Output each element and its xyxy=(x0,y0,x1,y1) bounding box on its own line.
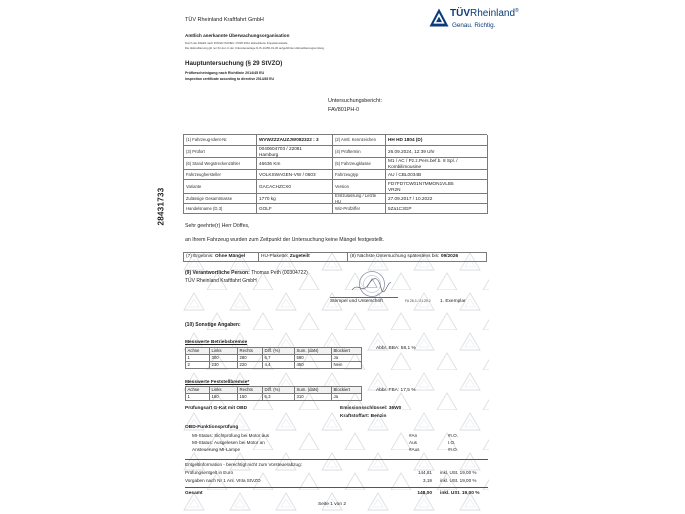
brand-bold: TÜV xyxy=(450,8,470,19)
vehicle-data-table xyxy=(183,134,487,214)
result-label: (7) Ergebnis: xyxy=(186,253,214,259)
table-cell: 450 xyxy=(295,362,332,369)
margin-document-number: 28431733 xyxy=(156,187,166,225)
obd-row-value: Aus xyxy=(409,439,417,445)
manufacturer-label: Fahrzeughersteller xyxy=(184,170,257,180)
form-code: FA 28.3 / 21.29.2 xyxy=(405,299,431,303)
fees-title: Entgeltinformation - berechtigt nicht zum Vorsteuerabzug: xyxy=(185,461,302,467)
inspection-location-label: (3) Prüfort xyxy=(184,146,257,158)
version-label: Version xyxy=(333,180,386,194)
table-header-cell: Diff. (%) xyxy=(263,387,295,394)
table-cell: 2 xyxy=(186,362,210,369)
brand-tagline: Genau. Richtig. xyxy=(452,21,496,29)
emission-key: Emissionsschlüssel: 36W0 xyxy=(340,405,402,411)
table-cell: Ja xyxy=(332,355,362,362)
responsible-name: Thomas Peth (00304722) xyxy=(251,269,308,276)
vehicle-id-label: (1) Fahrzeug-Ident-Nr. xyxy=(184,135,257,146)
fee-item-amount: 144,81 xyxy=(417,469,432,475)
odometer-value: 46636 Km xyxy=(257,158,333,170)
trade-name-label: Handelsname (D.3) xyxy=(184,204,257,214)
page-number: Seite 1 von 2 xyxy=(318,501,347,507)
result-bar xyxy=(183,252,487,262)
table-cell: 300 xyxy=(210,355,238,362)
manufacturer-value: VOLKSWAGEN-VW / 0603 xyxy=(257,170,333,180)
service-brake-title: Messwerte Betriebsbremse xyxy=(185,339,248,345)
check-digit-value: 5Za1C3GP xyxy=(386,204,488,214)
document-subtitle-de: Prüfbescheinigung nach Richtlinie 2014/45 EU xyxy=(185,71,265,75)
result-value: Ohne Mängel xyxy=(214,253,246,259)
obd-row-result: #I.O. xyxy=(448,432,458,438)
parking-brake-table xyxy=(185,386,362,401)
fee-total-label: Gesamt xyxy=(185,490,203,496)
odometer-label: (6) Stand Wegstreckenzähler xyxy=(184,158,257,170)
table-cell: 310 xyxy=(295,394,332,401)
fee-total-tax: inkl. USt. 19,00 % xyxy=(440,490,480,496)
inspection-date-value: 26.09.2024, 12:39 Uhr xyxy=(386,146,488,158)
inspection-location-cell xyxy=(257,146,333,158)
gross-weight-label: Zulässige Gesamtmasse xyxy=(184,194,257,204)
table-cell: Nein xyxy=(332,362,362,369)
table-header-cell: Achse xyxy=(186,387,210,394)
fee-item-amount: 3,19 xyxy=(423,477,432,483)
version-cell xyxy=(386,180,488,194)
document-subtitle-en: Inspection certificate according to directive 2014/45 EU xyxy=(185,77,274,81)
fee-item-tax: inkl. USt. 19,00 % xyxy=(440,477,477,483)
accreditation-line-2: Die Akkreditierung gilt nur für den in der Urkundenanlage D-IS-11150-01-00 aufgeführten Akkreditierungsumfang. xyxy=(185,45,325,50)
vehicle-class-label: (5) Fahrzeugklasse xyxy=(333,158,386,170)
letter-body: an Ihrem Fahrzeug wurden zum Zeitpunkt der Untersuchung keine Mängel festgestellt. xyxy=(185,236,384,243)
other-info-title: (10) Sonstige Angaben: xyxy=(185,321,241,328)
next-inspection-label: (8) Nächste Untersuchung spätestens bis: xyxy=(350,253,440,259)
table-header-cell: Blockiert xyxy=(332,348,362,355)
organization-title: Amtlich anerkannte Überwachungsorganisation xyxy=(185,32,290,38)
service-brake-table xyxy=(185,347,362,369)
document-title: Hauptuntersuchung (§ 29 StVZO) xyxy=(185,59,283,67)
inspection-date-label: (4) Prüftermin xyxy=(333,146,386,158)
check-digit-label: Wiz-Prüfziffer xyxy=(333,204,386,214)
responsible-company: TÜV Rheinland Kraftfahrt GmbH xyxy=(185,277,257,284)
issuer-company: TÜV Rheinland Kraftfahrt GmbH xyxy=(185,17,264,23)
brand-regular: Rheinland xyxy=(470,8,516,19)
fuel-type: Kraftstoffart: Benzin xyxy=(340,413,387,419)
table-cell: 220 xyxy=(238,362,263,369)
fee-item-label: Prüfungsentgelt in Euro xyxy=(185,469,234,475)
table-header-cell: Links xyxy=(210,348,238,355)
table-cell: 230 xyxy=(210,362,238,369)
table-cell: 1 xyxy=(186,394,210,401)
obd-row-result: #I.O. xyxy=(448,446,458,452)
license-plate-value: HH HD 1804 (D) xyxy=(386,135,488,146)
sticker-value: Zugeteilt xyxy=(289,253,310,259)
divider xyxy=(185,459,488,460)
table-header-cell: Links xyxy=(210,387,238,394)
version-value: FD7FD7CW01N7MMON1VLB5VR2N xyxy=(388,180,454,192)
accreditation-line-1: Durch die DAkkS nach DIN EN ISO/IEC 17020:2012 akkreditierte Inspektionsstelle. xyxy=(185,40,289,45)
copy-label: 1. Exemplar xyxy=(440,298,466,304)
license-plate-label: (2) Amtl. Kennzeichen xyxy=(333,135,386,146)
letter-greeting: Sehr geehrte(r) Herr Döffes, xyxy=(185,222,250,229)
vehicle-class-value: M1 / AC / Pz.z.Pers.bef.b. 8 Spl. / Kombilimousine xyxy=(386,158,488,170)
fee-item-tax: inkl. USt. 19,00 % xyxy=(440,469,477,475)
trade-name-value: GOLF xyxy=(257,204,333,214)
next-inspection-cell xyxy=(348,253,486,261)
signature-line xyxy=(330,297,398,298)
registration-dates-value: 27.09.2017 / 10.2022 xyxy=(386,194,488,204)
obd-title: OBD-Funktionsprüfung xyxy=(185,424,239,430)
table-cell: 280 xyxy=(238,355,263,362)
variant-label: Variante xyxy=(184,180,257,194)
parking-brake-title: Messwerte Feststellbremse* xyxy=(185,379,250,385)
tuv-triangle-logo-icon xyxy=(429,8,449,27)
signature-label: Stempel und Unterschrift xyxy=(330,298,383,304)
registration-dates-label: Erstzulassung / Letzte HU xyxy=(333,194,386,204)
table-cell: 1 xyxy=(186,355,210,362)
obd-row-value: #An xyxy=(409,432,418,438)
table-cell: Ja xyxy=(332,394,362,401)
table-header-cell: Rechts xyxy=(238,387,263,394)
table-header-cell: Diff. (%) xyxy=(263,348,295,355)
table-cell: 580 xyxy=(295,355,332,362)
obd-row-value: #Aus xyxy=(409,446,420,452)
next-inspection-value: 09/2026 xyxy=(440,253,459,259)
table-cell: 4,4 xyxy=(263,362,295,369)
vehicle-id-value: WVWZZZAUZJW082322 : 3 xyxy=(257,135,333,146)
emission-test-type: Prüfungsart G-Kat mit OBD xyxy=(185,405,248,411)
obd-row-result: I.O. xyxy=(448,439,456,445)
table-header-cell: Achse xyxy=(186,348,210,355)
obd-row-label: Ansteuerung MI-Lampe xyxy=(192,446,241,452)
sticker-cell xyxy=(259,253,348,261)
service-brake-rate: Abbr. BBA: 58,1 % xyxy=(376,345,416,351)
table-cell: 6,7 xyxy=(263,355,295,362)
table-header-cell: Rechts xyxy=(238,348,263,355)
result-cell xyxy=(184,253,259,261)
registered-mark: ® xyxy=(515,8,519,14)
fee-total-amount: 148,00 xyxy=(417,490,432,496)
report-label: Untersuchungsbericht: xyxy=(328,98,382,104)
responsible-person xyxy=(185,271,308,276)
vehicle-type-label: Fahrzeugtyp xyxy=(333,170,386,180)
vehicle-type-value: AU / CBL0034B xyxy=(386,170,488,180)
fee-item-label: Vorgaben nach Nr 1 Anl. VIIIa StVZO xyxy=(185,477,261,483)
parking-brake-rate: Abbr. FBA: 17,5 % xyxy=(376,387,416,393)
obd-row-label: MI-Status: Sichtprüfung bei Motor aus xyxy=(192,432,270,438)
responsible-label: (9) Verantwortliche Person: xyxy=(185,269,250,276)
table-header-cell: Sum. (daN) xyxy=(295,348,332,355)
official-stamp-icon xyxy=(350,270,392,299)
sticker-label: HU-Plakette: xyxy=(261,253,289,259)
brand-wordmark xyxy=(450,9,519,19)
table-cell: 6,3 xyxy=(263,394,295,401)
table-header-cell: Sum. (daN) xyxy=(295,387,332,394)
obd-row-label: MI-Status: Ausgelesen bei Motor an xyxy=(192,439,265,445)
inspection-location-value: 0040604703 / 22081 Hamburg xyxy=(259,146,303,157)
table-cell: 160 xyxy=(210,394,238,401)
table-cell: 150 xyxy=(238,394,263,401)
gross-weight-value: 1770 kg xyxy=(257,194,333,204)
divider xyxy=(185,487,488,488)
table-header-cell: Blockiert xyxy=(332,387,362,394)
report-number: FAV801PH-0 xyxy=(328,106,360,113)
variant-value: GACACHZCX0 xyxy=(257,180,333,194)
